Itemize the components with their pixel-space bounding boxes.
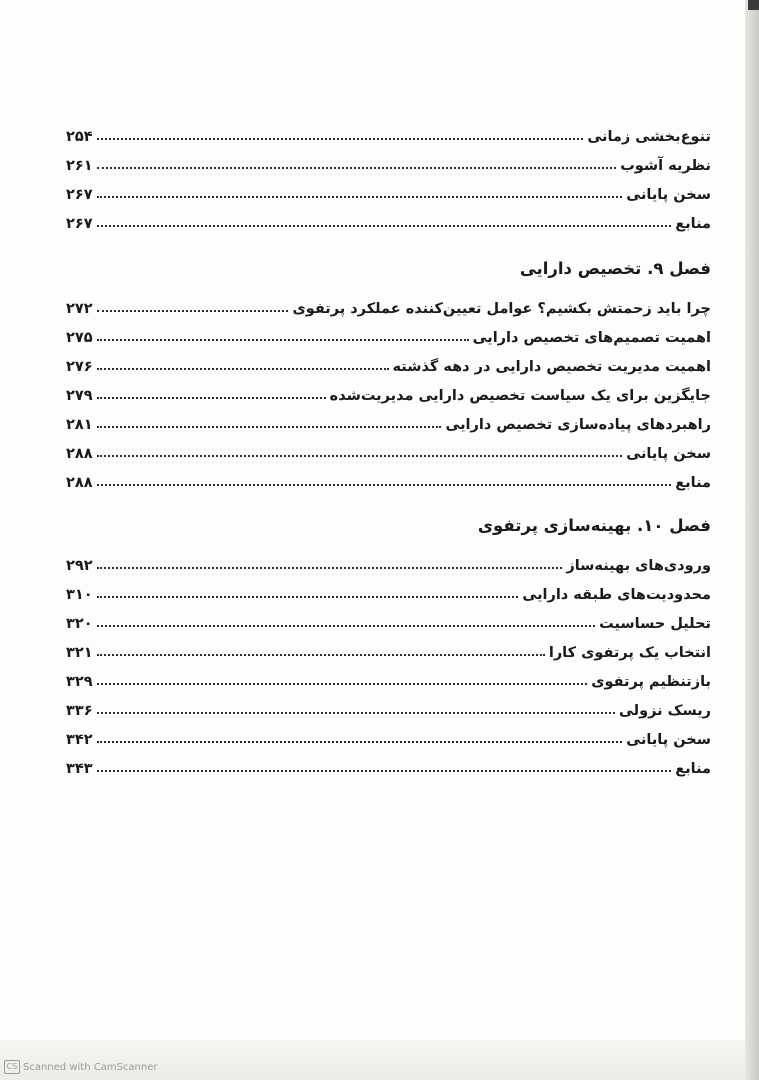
toc-entry-page: ۲۶۷ <box>66 216 93 232</box>
toc-entry-page: ۲۸۱ <box>66 417 93 433</box>
toc-entry-title: جایگزین برای یک سیاست تخصیص دارایی مدیریت‌شده <box>329 388 711 404</box>
toc-entry-page: ۳۴۲ <box>66 732 93 748</box>
toc-entry <box>66 462 711 491</box>
toc-entry-page: ۲۶۱ <box>66 158 93 174</box>
chapter-heading: فصل ۱۰. بهینه‌سازی پرتفوی <box>477 516 711 535</box>
toc-entry-page: ۳۲۰ <box>66 616 93 632</box>
dot-leader <box>97 683 588 685</box>
toc-entry-title: چرا باید زحمتش بکشیم؟ عوامل تعیین‌کننده عملکرد پرتفوی <box>292 301 711 317</box>
dot-leader <box>97 484 672 486</box>
toc-entry-title: منابع <box>675 761 711 777</box>
dot-leader <box>97 225 672 227</box>
toc-entry <box>66 748 711 777</box>
toc-entry <box>66 317 711 346</box>
toc-entry <box>66 375 711 404</box>
toc-entry-page: ۳۲۱ <box>66 645 93 661</box>
dot-leader <box>97 455 623 457</box>
dot-leader <box>97 339 469 341</box>
toc-entry <box>66 574 711 603</box>
toc-entry <box>66 346 711 375</box>
toc-entry <box>66 433 711 462</box>
toc-entry-title: اهمیت مدیریت تخصیص دارایی در دهه گذشته <box>392 359 711 375</box>
toc-entry <box>66 404 711 433</box>
toc-entry <box>66 545 711 574</box>
dot-leader <box>97 397 326 399</box>
toc-entry-title: انتخاب یک پرتفوی کارا <box>548 645 711 661</box>
toc-section-continued <box>66 116 711 232</box>
dot-leader <box>97 196 623 198</box>
toc-entry-title: ریسک نزولی <box>618 703 711 719</box>
dot-leader <box>97 741 623 743</box>
toc-entry-title: محدودیت‌های طبقه دارایی <box>522 587 711 603</box>
dot-leader <box>97 167 617 169</box>
toc-entry-page: ۳۳۶ <box>66 703 93 719</box>
toc-entry <box>66 690 711 719</box>
dot-leader <box>97 138 584 140</box>
toc-entry-page: ۲۵۴ <box>66 129 93 145</box>
toc-entry-title: منابع <box>675 475 711 491</box>
toc-entry <box>66 661 711 690</box>
toc-entry-title: تنوع‌بخشی زمانی <box>587 129 711 145</box>
toc-entry-page: ۲۸۸ <box>66 475 93 491</box>
toc-entry <box>66 203 711 232</box>
toc-entry <box>66 632 711 661</box>
dot-leader <box>97 567 563 569</box>
toc-entry <box>66 174 711 203</box>
camscanner-icon: CS <box>4 1060 20 1074</box>
toc-entry-title: سخن پایانی <box>626 187 711 203</box>
toc-entry <box>66 719 711 748</box>
chapter-heading: فصل ۹. تخصیص دارایی <box>519 259 711 278</box>
dot-leader <box>97 712 615 714</box>
toc-entry <box>66 116 711 145</box>
toc-entry-title: تحلیل حساسیت <box>599 616 711 632</box>
toc-entry-title: نظریه آشوب <box>620 158 711 174</box>
toc-entry <box>66 145 711 174</box>
toc-entry-page: ۲۶۷ <box>66 187 93 203</box>
dot-leader <box>97 310 289 312</box>
toc-entry-title: راهبردهای پیاده‌سازی تخصیص دارایی <box>445 417 711 433</box>
dot-leader <box>97 426 442 428</box>
toc-entry-title: سخن پایانی <box>626 446 711 462</box>
toc-entry-page: ۲۹۲ <box>66 558 93 574</box>
page-edge-shadow <box>745 0 759 1080</box>
toc-entry-page: ۲۷۲ <box>66 301 93 317</box>
toc-entry-title: بازتنظیم پرتفوی <box>591 674 711 690</box>
corner-mark <box>748 0 759 10</box>
toc-entry-title: سخن پایانی <box>626 732 711 748</box>
toc-entry-title: اهمیت تصمیم‌های تخصیص دارایی <box>472 330 711 346</box>
toc-section-chapter-10 <box>66 513 711 777</box>
toc-entry-page: ۳۴۳ <box>66 761 93 777</box>
watermark-text: Scanned with CamScanner <box>23 1061 158 1073</box>
toc-section-chapter-9 <box>66 256 711 491</box>
toc-entry-page: ۳۱۰ <box>66 587 93 603</box>
dot-leader <box>97 368 389 370</box>
toc-entry <box>66 603 711 632</box>
toc-entry-page: ۲۷۶ <box>66 359 93 375</box>
toc-entry-title: منابع <box>675 216 711 232</box>
dot-leader <box>97 770 672 772</box>
toc-entry-title: ورودی‌های بهینه‌ساز <box>566 558 711 574</box>
dot-leader <box>97 596 519 598</box>
toc-entry <box>66 288 711 317</box>
dot-leader <box>97 654 545 656</box>
dot-leader <box>97 625 596 627</box>
toc-entry-page: ۲۷۵ <box>66 330 93 346</box>
toc-entry-page: ۲۷۹ <box>66 388 93 404</box>
toc-entry-page: ۲۸۸ <box>66 446 93 462</box>
scanner-watermark <box>4 1060 158 1074</box>
toc-entry-page: ۳۲۹ <box>66 674 93 690</box>
